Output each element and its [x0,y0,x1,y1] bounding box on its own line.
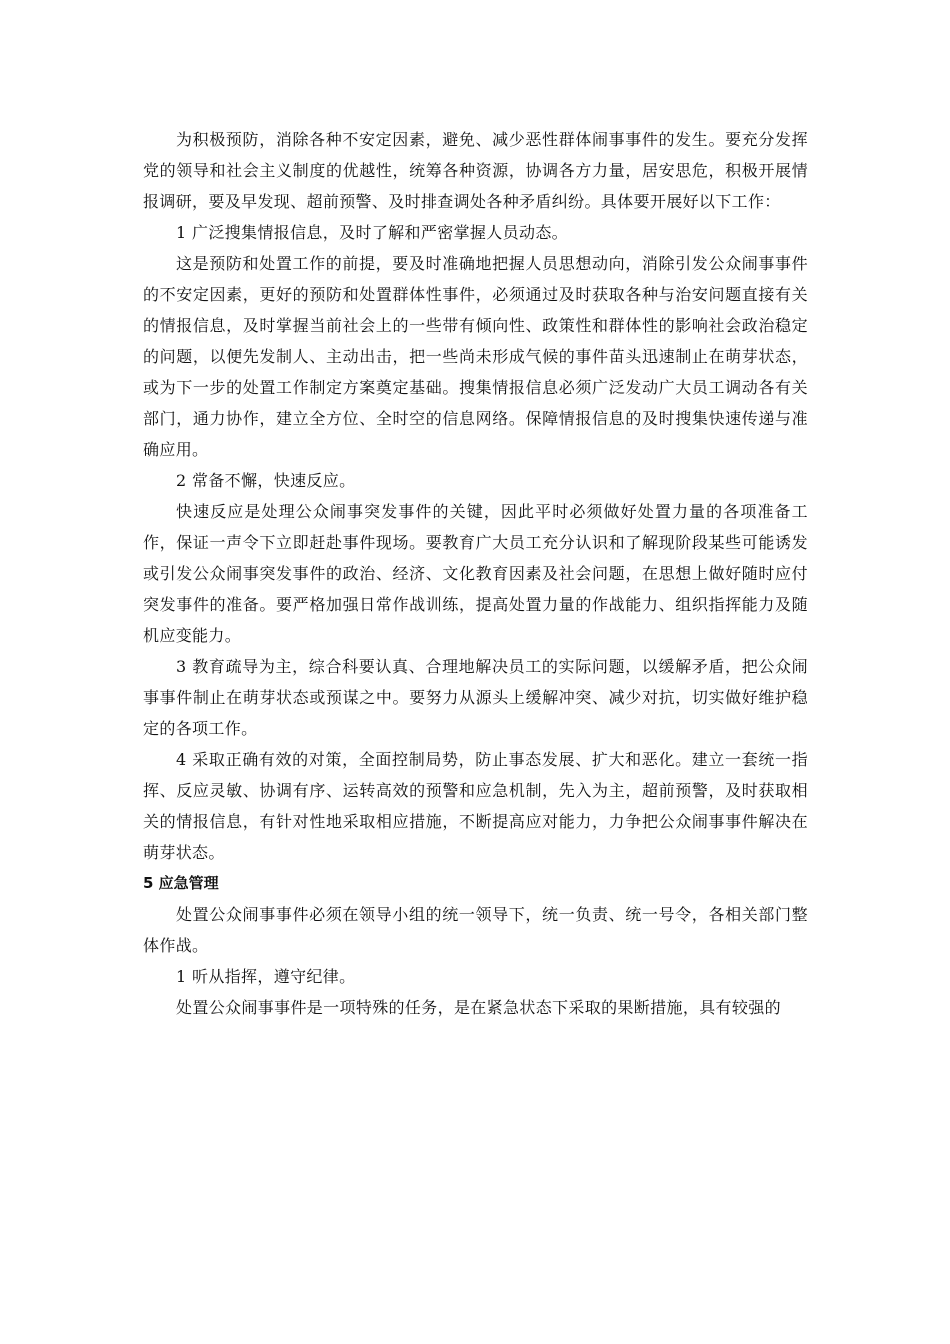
item-1-title: 1 广泛搜集情报信息，及时了解和严密掌握人员动态。 [176,223,569,242]
section-item-1-paragraph: 处置公众闹事事件是一项特殊的任务，是在紧急状态下采取的果断措施，具有较强的 [176,998,781,1017]
section-heading: 5 应急管理 [143,874,219,892]
section-item-1-title: 1 听从指挥，遵守纪律。 [176,967,356,986]
item-1-paragraph: 这是预防和处置工作的前提，要及时准确地把握人员思想动向，消除引发公众闹事事件的不安定因素，更好的预防和处置群体性事件，必须通过及时获取各种与治安问题直接有关的情报信息，及时掌握当前社会上的一些带有倾向性、政策性和群体性的影响社会政治稳定的问题，以便先发制人、主动出击，把一些尚未形成气候的事件苗头迅速制止在萌芽状态，或为下一步的处置工作制定方案奠定基础。搜集情报信息必须广泛发动广大员工调动各有关部门，通力协作，建立全方位、全时空的信息网络。保障情报信息的及时搜集快速传递与准确应用。 [143,254,808,459]
item-3-paragraph: 3 教育疏导为主，综合科要认真、合理地解决员工的实际问题，以缓解矛盾，把公众闹事事件制止在萌芽状态或预谋之中。要努力从源头上缓解冲突、减少对抗，切实做好维护稳定的各项工作。 [143,657,808,738]
intro-paragraph: 为积极预防，消除各种不安定因素，避免、减少恶性群体闹事事件的发生。要充分发挥党的领导和社会主义制度的优越性，统筹各种资源，协调各方力量，居安思危，积极开展情报调研，要及早发现、超前预警、及时排查调处各种矛盾纠纷。具体要开展好以下工作： [143,130,808,211]
item-2-paragraph: 快速反应是处理公众闹事突发事件的关键，因此平时必须做好处置力量的各项准备工作，保证一声令下立即赶赴事件现场。要教育广大员工充分认识和了解现阶段某些可能诱发或引发公众闹事突发事件的政治、经济、文化教育因素及社会问题，在思想上做好随时应付突发事件的准备。要严格加强日常作战训练，提高处置力量的作战能力、组织指挥能力及随机应变能力。 [143,502,808,645]
document-body [143,124,808,1023]
item-4-paragraph: 4 采取正确有效的对策，全面控制局势，防止事态发展、扩大和恶化。建立一套统一指挥、反应灵敏、协调有序、运转高效的预警和应急机制，先入为主，超前预警，及时获取相关的情报信息，有针对性地采取相应措施，不断提高应对能力，力争把公众闹事事件解决在萌芽状态。 [143,750,808,862]
section-intro-paragraph: 处置公众闹事事件必须在领导小组的统一领导下，统一负责、统一号令，各相关部门整体作战。 [143,905,808,955]
item-2-title: 2 常备不懈，快速反应。 [176,471,356,490]
